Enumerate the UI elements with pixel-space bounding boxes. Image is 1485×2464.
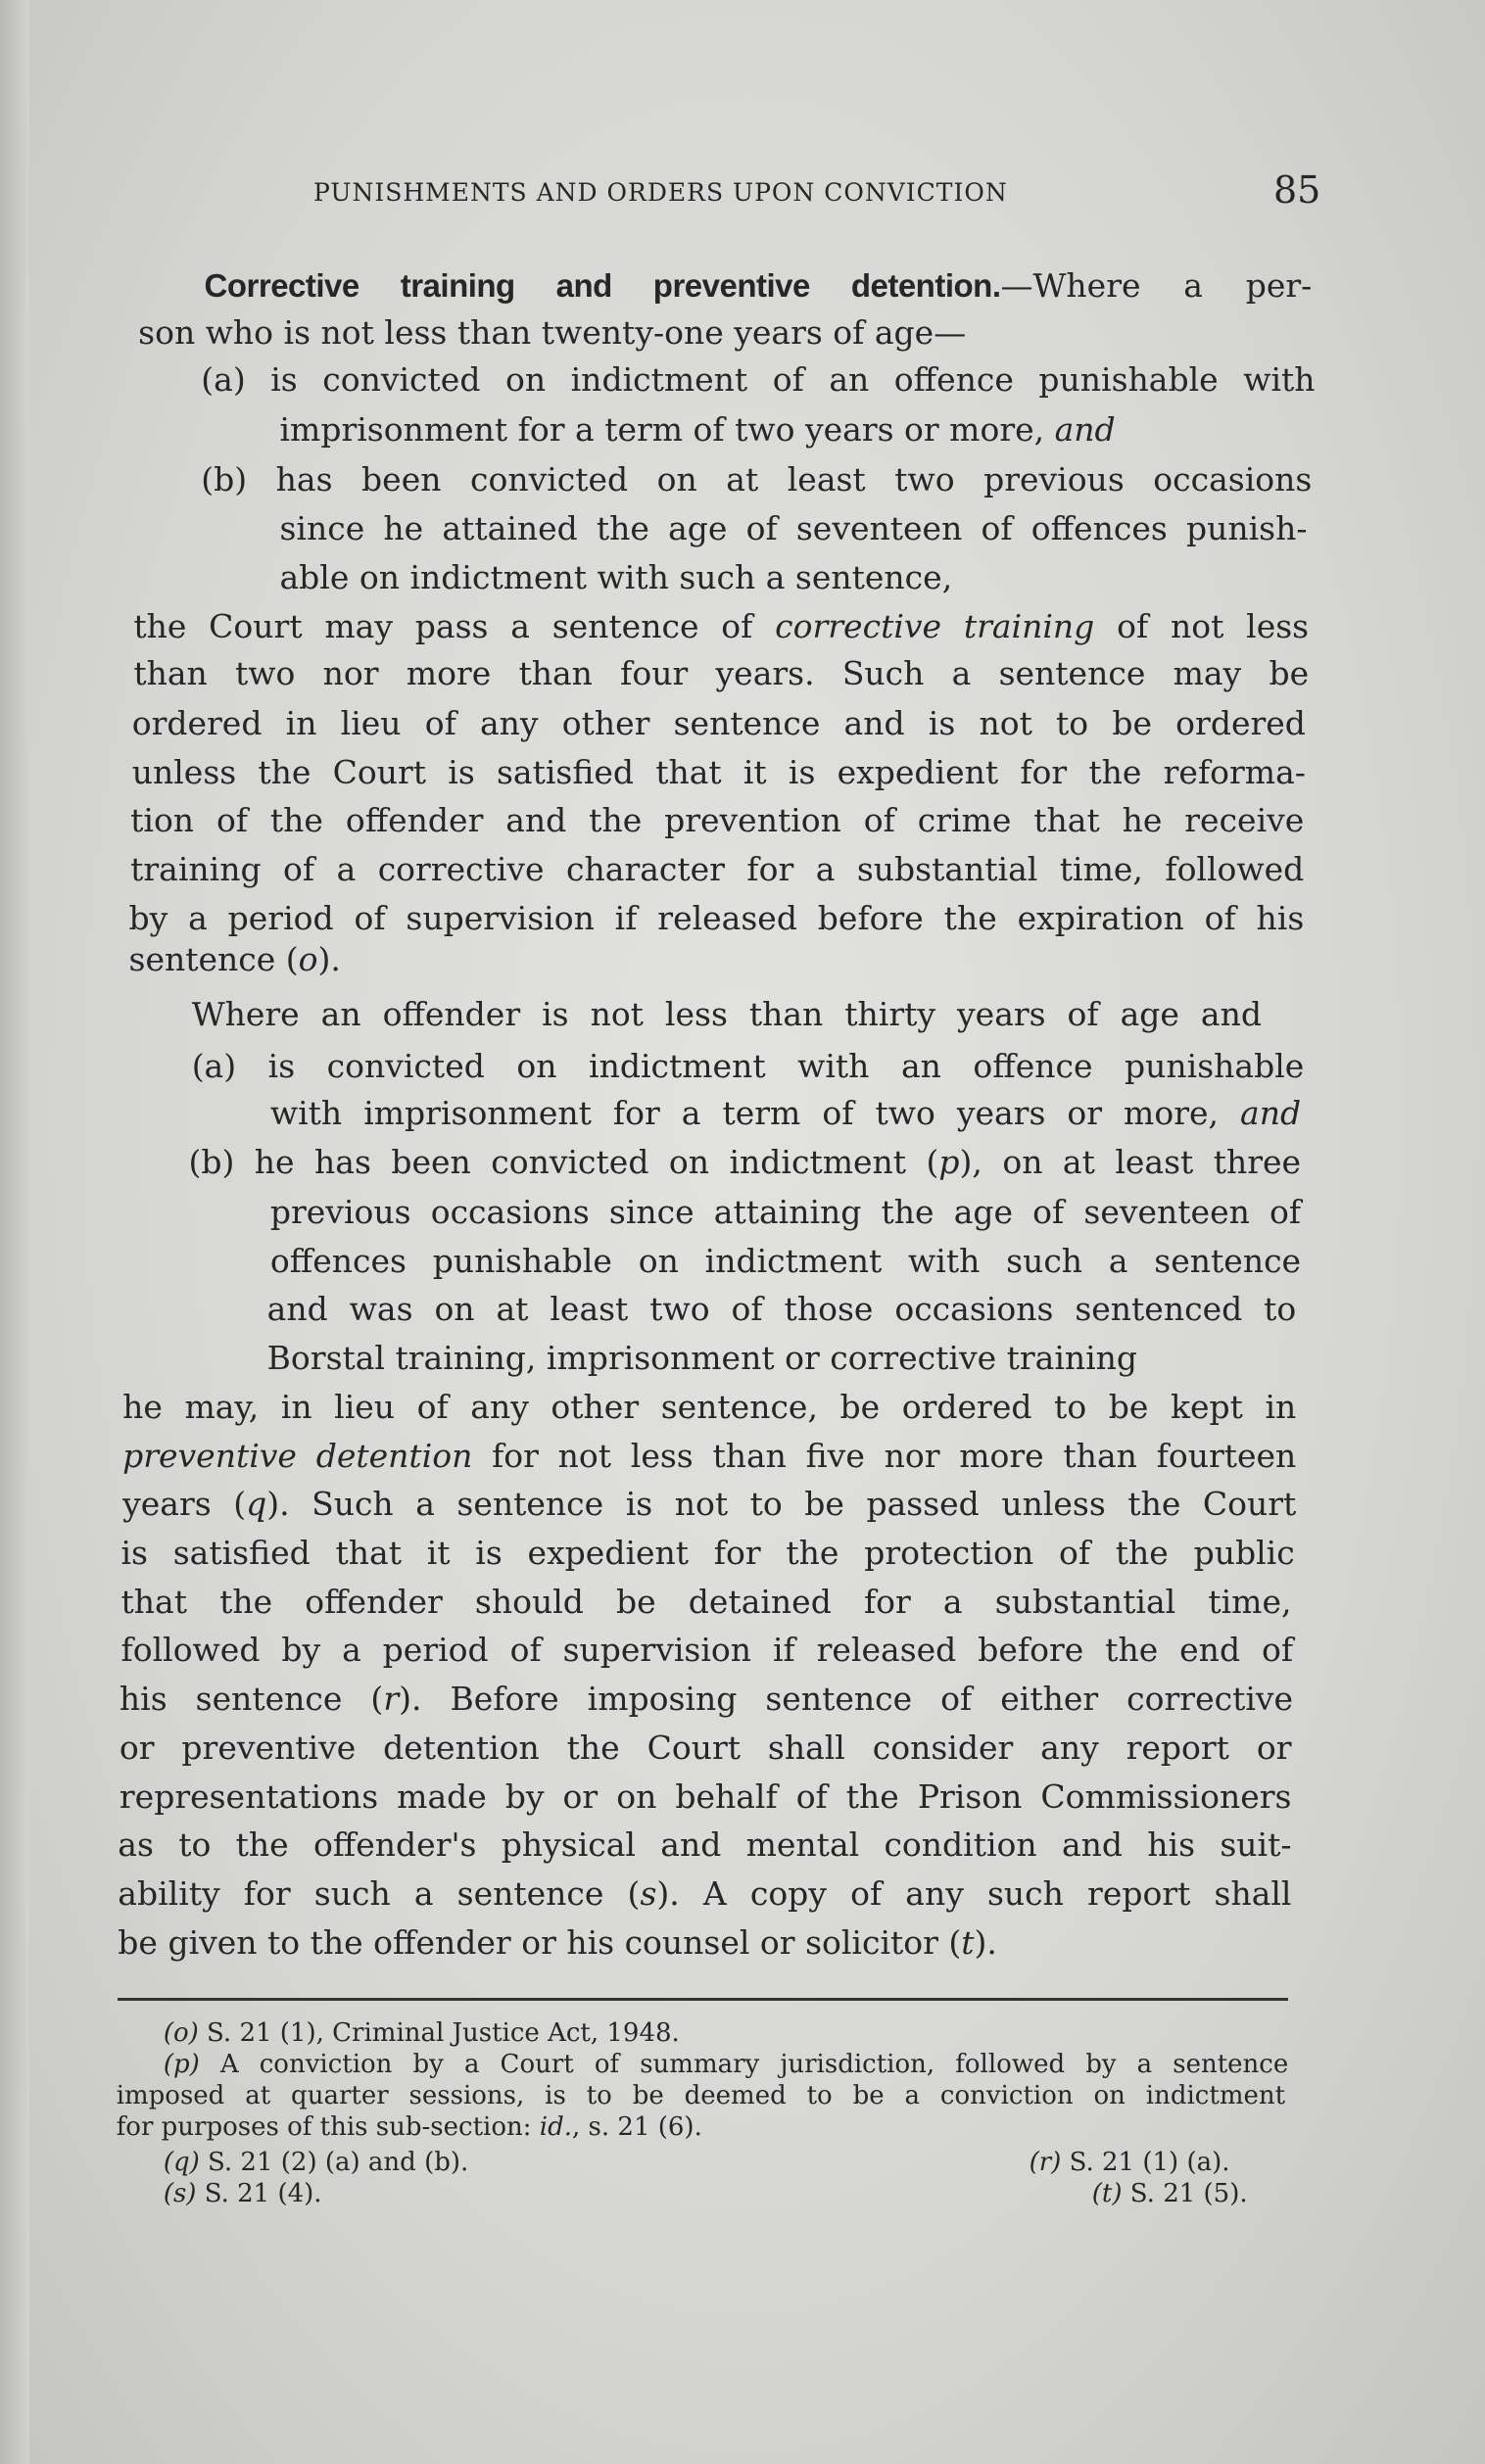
text-segment: and was on at least two of those occasions sentenced to <box>266 1290 1297 1329</box>
text-segment: (a) is convicted on indictment with an offence punishable <box>191 1046 1305 1085</box>
text-segment: A conviction by a Court of summary jurisdiction, followed by a sentence <box>199 2050 1289 2080</box>
text-line <box>121 1534 1295 1573</box>
page-number: 85 <box>1273 168 1321 212</box>
running-title: PUNISHMENTS AND ORDERS UPON CONVICTION <box>313 178 1008 207</box>
text-segment: the Court may pass a sentence of <box>133 606 776 645</box>
text-segment: since he attained the age of seventeen of offences punish- <box>279 509 1308 548</box>
text-segment: ). Such a sentence is not to be passed unless the Court <box>266 1485 1297 1524</box>
text-line <box>118 1923 997 1963</box>
text-line <box>280 410 1116 450</box>
text-segment: by a period of supervision if released before the expiration of his <box>128 898 1305 937</box>
text-segment: S. 21 (5). <box>1122 2178 1248 2208</box>
text-line <box>192 1047 1305 1086</box>
text-segment: that the offender should be detained for a substantial time, <box>120 1582 1292 1621</box>
footnote-line <box>164 2147 468 2178</box>
text-segment: S. 21 (4). <box>196 2178 322 2208</box>
text-line <box>118 1874 1291 1914</box>
text-segment: offences punishable on indictment with such a sentence <box>269 1241 1302 1280</box>
italic-text: r <box>383 1680 400 1719</box>
text-segment: as to the offender's physical and mental condition and his suit- <box>118 1825 1292 1865</box>
text-segment: for purposes of this sub-section: <box>116 2112 540 2143</box>
text-segment: ). <box>974 1922 997 1962</box>
italic-text: t <box>961 1922 975 1962</box>
text-segment: able on indictment with such a sentence, <box>279 557 953 596</box>
text-line <box>192 995 1262 1034</box>
text-line <box>132 753 1306 792</box>
text-segment: ), on at least three <box>959 1142 1302 1181</box>
text-line <box>280 509 1308 548</box>
italic-text: o <box>298 939 318 978</box>
footnote-line <box>164 2178 322 2209</box>
text-line <box>129 940 341 979</box>
text-line <box>267 1290 1297 1329</box>
text-segment: son who is not less than twenty-one years of age— <box>138 312 967 352</box>
text-line <box>201 360 1315 400</box>
text-segment: of not less <box>1094 606 1310 645</box>
italic-text: and <box>1054 410 1116 450</box>
text-segment: , s. 21 (6). <box>572 2112 702 2143</box>
text-line <box>121 1631 1294 1670</box>
text-line <box>122 1485 1296 1524</box>
italic-text: s <box>640 1874 657 1914</box>
italic-text: (r) <box>1029 2147 1062 2177</box>
text-segment: ). Before imposing sentence of either corrective <box>399 1680 1294 1719</box>
text-line <box>118 1825 1291 1865</box>
footnote-divider <box>118 1998 1288 2001</box>
text-segment: S. 21 (1) (a). <box>1061 2147 1230 2177</box>
text-line <box>267 1339 1137 1378</box>
text-segment: ). <box>317 939 341 978</box>
text-line <box>120 1680 1293 1719</box>
text-segment: ability for such a sentence ( <box>118 1874 641 1914</box>
text-segment: Borstal training, imprisonment or corrective training <box>266 1339 1138 1378</box>
text-segment: imposed at quarter sessions, is to be deemed to be a conviction on indictment <box>116 2081 1286 2111</box>
text-segment: —Where a per- <box>1000 265 1313 305</box>
footnote-line <box>117 2080 1285 2111</box>
text-line <box>280 558 953 597</box>
text-line <box>130 850 1304 889</box>
text-segment: (b) he has been convicted on indictment ( <box>188 1142 939 1181</box>
text-segment: his sentence ( <box>119 1680 384 1719</box>
text-line <box>122 1437 1296 1476</box>
italic-text: (q) <box>163 2147 200 2177</box>
section-heading: Corrective training and preventive detention. <box>204 266 1001 304</box>
text-segment: tion of the offender and the prevention of crime that he receive <box>130 801 1305 840</box>
text-line <box>132 704 1306 743</box>
text-segment: imprisonment for a term of two years or more, <box>279 410 1055 450</box>
italic-text: (s) <box>163 2178 197 2208</box>
text-segment: be given to the offender or his counsel or solicitor ( <box>118 1922 962 1962</box>
text-line <box>205 266 1313 306</box>
text-segment: sentence ( <box>128 939 299 978</box>
text-line <box>129 899 1305 938</box>
text-segment: years ( <box>122 1485 247 1524</box>
text-segment: representations made by or on behalf of the Prison Commissioners <box>119 1777 1292 1816</box>
text-segment: unless the Court is satisfied that it is expedient for the reforma- <box>131 752 1306 791</box>
footnote-line <box>164 2049 1288 2080</box>
text-line <box>120 1777 1292 1817</box>
text-segment: with imprisonment for a term of two years or more, <box>269 1093 1241 1132</box>
text-segment: (b) has been convicted on at least two previous occasions <box>201 460 1313 499</box>
italic-text: p <box>938 1142 960 1181</box>
text-line <box>133 607 1309 646</box>
footnote-line <box>1092 2178 1248 2209</box>
text-segment: S. 21 (1), Criminal Justice Act, 1948. <box>198 2017 680 2048</box>
text-segment: than two nor more than four years. Such a sentence may be <box>133 653 1310 692</box>
text-segment: (a) is convicted on indictment of an offence punishable with <box>201 359 1316 399</box>
text-segment: for not less than five nor more than fourteen <box>472 1436 1297 1475</box>
text-segment: Where an offender is not less than thirty years of age and <box>191 994 1262 1033</box>
text-line <box>201 460 1312 499</box>
footnote-line <box>164 2017 680 2049</box>
text-segment: is satisfied that it is expedient for the protection of the public <box>120 1533 1295 1572</box>
text-line <box>121 1583 1292 1622</box>
text-line <box>270 1094 1301 1133</box>
text-segment: ordered in lieu of any other sentence and is not to be ordered <box>131 704 1306 743</box>
text-line <box>270 1193 1301 1232</box>
text-line <box>120 1729 1292 1768</box>
text-line <box>122 1388 1296 1427</box>
text-line <box>133 654 1309 693</box>
text-line <box>270 1242 1301 1281</box>
text-line <box>130 801 1304 840</box>
text-segment: or preventive detention the Court shall consider any report or <box>119 1728 1292 1767</box>
italic-text: (t) <box>1091 2178 1123 2208</box>
italic-text: corrective training <box>775 606 1095 645</box>
text-segment: followed by a period of supervision if released before the end of <box>120 1631 1294 1670</box>
italic-text: q <box>246 1485 267 1524</box>
text-line <box>138 313 966 353</box>
italic-text: (o) <box>163 2017 199 2048</box>
italic-text: preventive detention <box>122 1436 473 1475</box>
page-edge-shadow <box>0 0 29 2464</box>
text-segment: ). A copy of any such report shall <box>656 1874 1292 1914</box>
text-segment: he may, in lieu of any other sentence, be ordered to be kept in <box>122 1387 1297 1426</box>
text-line <box>188 1143 1301 1182</box>
italic-text: and <box>1240 1093 1302 1132</box>
italic-text: (p) <box>163 2050 200 2080</box>
text-segment: training of a corrective character for a substantial time, followed <box>130 850 1305 889</box>
text-segment: previous occasions since attaining the age of seventeen of <box>269 1192 1302 1231</box>
footnote-line <box>1030 2147 1230 2178</box>
text-segment: S. 21 (2) (a) and (b). <box>199 2147 469 2177</box>
footnote-line <box>117 2111 702 2143</box>
italic-text: id. <box>539 2112 572 2143</box>
